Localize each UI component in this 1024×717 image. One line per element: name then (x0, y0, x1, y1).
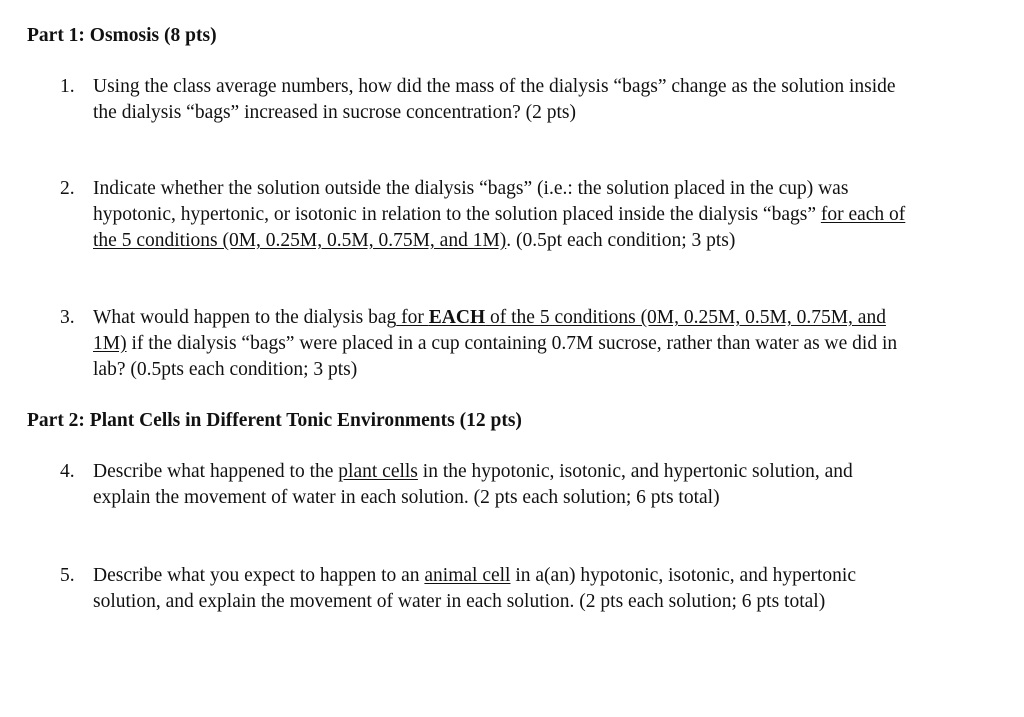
question-text-line: explain the movement of water in each solution. (2 pts each solution; 6 pts total) (93, 487, 720, 508)
question-text-line (93, 305, 1010, 331)
question-number: 3. (60, 307, 75, 328)
emphasis-underlined: of the 5 conditions (0M, 0.25M, 0.5M, 0.75M, and (485, 307, 886, 328)
question-text-line: lab? (0.5pts each condition; 3 pts) (93, 359, 358, 380)
question-text: What would happen to the dialysis bag (93, 307, 397, 328)
question-5 (60, 563, 1010, 615)
question-text-line (93, 331, 1010, 357)
question-text: if the dialysis “bags” were placed in a cup containing 0.7M sucrose, rather than water as we did in (126, 333, 898, 354)
question-text: in a(an) hypotonic, isotonic, and hypertonic (510, 565, 856, 586)
question-text-line (93, 228, 1010, 254)
part2-heading: Part 2: Plant Cells in Different Tonic Environments (12 pts) (27, 410, 522, 431)
question-number: 4. (60, 461, 75, 482)
question-number: 1. (60, 76, 75, 97)
question-text-line: Using the class average numbers, how did the mass of the dialysis “bags” change as the solution inside (93, 76, 896, 97)
question-text-line: Indicate whether the solution outside the dialysis “bags” (i.e.: the solution placed in the cup) was (93, 178, 849, 199)
question-text-line: solution, and explain the movement of water in each solution. (2 pts each solution; 6 pts total) (93, 591, 826, 612)
question-4 (60, 459, 1010, 511)
emphasis-bold-underlined: EACH (428, 307, 486, 328)
emphasis-underlined: for each of (820, 204, 906, 225)
question-text-line (93, 563, 1010, 589)
question-text: Describe what happened to the (93, 461, 339, 482)
question-number: 2. (60, 178, 75, 199)
question-text-line: the dialysis “bags” increased in sucrose concentration? (2 pts) (93, 102, 576, 123)
part1-heading: Part 1: Osmosis (8 pts) (27, 25, 217, 46)
question-text-line (93, 202, 1010, 228)
question-text: hypotonic, hypertonic, or isotonic in relation to the solution placed inside the dialysis “bags” (93, 204, 821, 225)
emphasis-underlined: 1M) (93, 333, 127, 354)
emphasis-underlined: for (396, 307, 429, 328)
emphasis-underlined: animal cell (424, 565, 511, 586)
emphasis-underlined: the 5 conditions (0M, 0.25M, 0.5M, 0.75M, and 1M) (93, 230, 507, 251)
question-2 (60, 176, 1010, 254)
question-text: Describe what you expect to happen to an (93, 565, 425, 586)
question-3 (60, 305, 1010, 383)
emphasis-underlined: plant cells (338, 461, 418, 482)
question-number: 5. (60, 565, 75, 586)
question-1 (60, 74, 1010, 126)
question-text-line (93, 459, 1010, 485)
question-text: . (0.5pt each condition; 3 pts) (506, 230, 736, 251)
question-text: in the hypotonic, isotonic, and hypertonic solution, and (417, 461, 853, 482)
